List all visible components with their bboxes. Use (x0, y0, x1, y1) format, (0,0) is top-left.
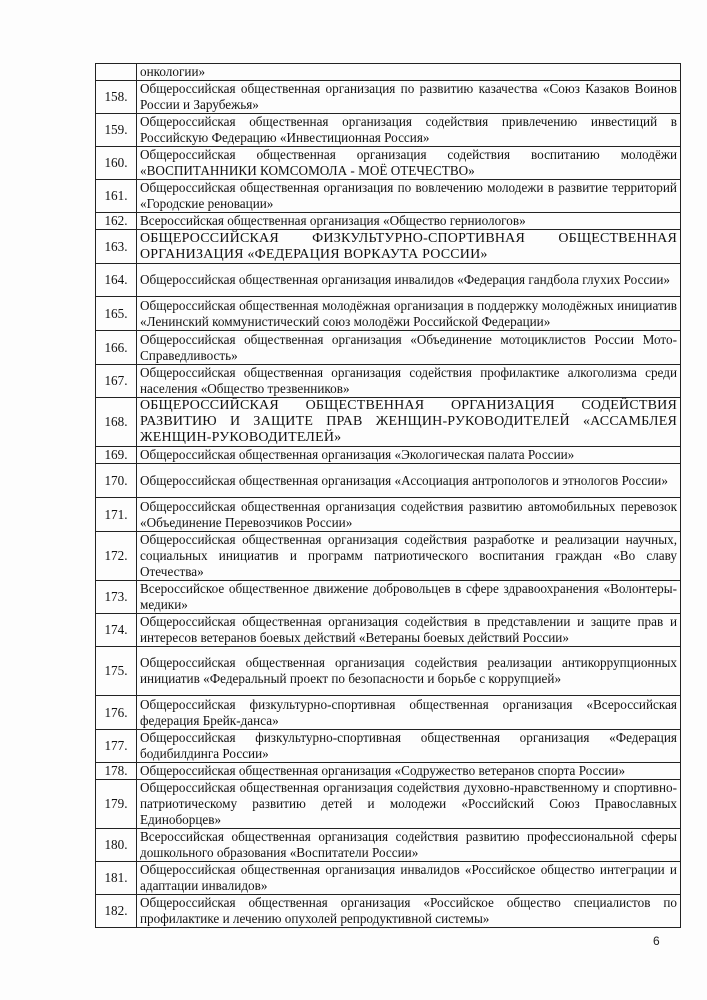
table-row (96, 331, 681, 365)
table-row (96, 647, 681, 696)
organization-name: Общероссийская общественная организация по развитию казачества «Союз Казаков Воинов России и Зарубежья» (137, 81, 681, 114)
table-row (96, 365, 681, 398)
page-number: 6 (653, 934, 660, 948)
organization-name: Общероссийская общественная организация по вовлечению молодежи в развитие территорий «Городские реновации» (137, 180, 681, 213)
row-number: 164. (96, 264, 137, 297)
table-row (96, 464, 681, 498)
organization-name: Общероссийская общественная организация содействия воспитанию молодёжи «ВОСПИТАННИКИ КОМСОМОЛА - МОЁ ОТЕЧЕСТВО» (137, 147, 681, 180)
table-row (96, 81, 681, 114)
row-number: 171. (96, 498, 137, 532)
organization-name: Общероссийская общественная организация содействия профилактике алкоголизма среди населения «Общество трезвенников» (137, 365, 681, 398)
row-number: 179. (96, 780, 137, 829)
organization-name: Всероссийское общественное движение добровольцев в сфере здравоохранения «Волонтеры-медики» (137, 581, 681, 614)
organizations-table-body (96, 64, 681, 928)
table-row (96, 581, 681, 614)
table-row (96, 297, 681, 331)
row-number: 158. (96, 81, 137, 114)
row-number: 168. (96, 398, 137, 447)
row-number: 178. (96, 763, 137, 780)
organization-name: Общероссийская общественная организация содействия разработке и реализации научных, социальных инициатив и программ патриотического воспитания граждан «Во славу Отечества» (137, 532, 681, 581)
organization-name: онкологии» (137, 64, 681, 81)
table-row (96, 498, 681, 532)
table-row (96, 730, 681, 763)
organization-name: Общероссийская общественная организация содействия привлечению инвестиций в Российскую Федерацию «Инвестиционная Россия» (137, 114, 681, 147)
organization-name: Общероссийская общественная организация «Объединение мотоциклистов России Мото-Справедливость» (137, 331, 681, 365)
table-row (96, 829, 681, 862)
row-number: 165. (96, 297, 137, 331)
row-number: 170. (96, 464, 137, 498)
table-row (96, 180, 681, 213)
row-number: 175. (96, 647, 137, 696)
table-row (96, 398, 681, 447)
organization-name: Общероссийская общественная организация «Российское общество специалистов по профилактике и лечению опухолей репродуктивной системы» (137, 895, 681, 928)
organization-name: Общероссийская общественная молодёжная организация в поддержку молодёжных инициатив «Ленинский коммунистический союз молодёжи Российской Федерации» (137, 297, 681, 331)
row-number: 162. (96, 213, 137, 230)
organization-name: Общероссийская физкультурно-спортивная общественная организация «Федерация бодибилдинга России» (137, 730, 681, 763)
row-number: 160. (96, 147, 137, 180)
table-row (96, 114, 681, 147)
organization-name: Общероссийская общественная организация «Ассоциация антропологов и этнологов России» (137, 464, 681, 498)
organization-name: Общероссийская общественная организация инвалидов «Российское общество интеграции и адаптации инвалидов» (137, 862, 681, 895)
row-number: 182. (96, 895, 137, 928)
table-row (96, 64, 681, 81)
row-number: 172. (96, 532, 137, 581)
organization-name: Общероссийская физкультурно-спортивная общественная организация «Всероссийская федерация Брейк-данса» (137, 696, 681, 730)
table-row (96, 264, 681, 297)
organization-name: Общероссийская общественная организация «Содружество ветеранов спорта России» (137, 763, 681, 780)
table-row (96, 696, 681, 730)
organization-name: Всероссийская общественная организация «Общество герниологов» (137, 213, 681, 230)
row-number: 173. (96, 581, 137, 614)
organization-name: Общероссийская общественная организация содействия духовно-нравственному и спортивно-патриотическому развитию детей и молодежи «Российский Союз Православных Единоборцев» (137, 780, 681, 829)
table-row (96, 614, 681, 647)
organization-name: Общероссийская общественная организация содействия в представлении и защите прав и интересов ветеранов боевых действий «Ветераны боевых действий России» (137, 614, 681, 647)
table-row (96, 213, 681, 230)
organization-name: ОБЩЕРОССИЙСКАЯ ОБЩЕСТВЕННАЯ ОРГАНИЗАЦИЯ СОДЕЙСТВИЯ РАЗВИТИЮ И ЗАЩИТЕ ПРАВ ЖЕНЩИН-РУКОВОДИТЕЛЕЙ «АССАМБЛЕЯ ЖЕНЩИН-РУКОВОДИТЕЛЕЙ» (137, 398, 681, 447)
table-row (96, 532, 681, 581)
row-number (96, 64, 137, 81)
table-row (96, 862, 681, 895)
table-row (96, 895, 681, 928)
organization-name: Общероссийская общественная организация инвалидов «Федерация гандбола глухих России» (137, 264, 681, 297)
row-number: 159. (96, 114, 137, 147)
row-number: 176. (96, 696, 137, 730)
row-number: 169. (96, 447, 137, 464)
table-row (96, 147, 681, 180)
organization-name: Всероссийская общественная организация содействия развитию профессиональной сферы дошкольного образования «Воспитатели России» (137, 829, 681, 862)
organizations-table (95, 63, 681, 928)
row-number: 163. (96, 230, 137, 264)
row-number: 180. (96, 829, 137, 862)
row-number: 161. (96, 180, 137, 213)
row-number: 167. (96, 365, 137, 398)
table-row (96, 230, 681, 264)
table-row (96, 763, 681, 780)
table-row (96, 447, 681, 464)
organization-name: Общероссийская общественная организация содействия реализации антикоррупционных инициатив «Федеральный проект по безопасности и борьбе с коррупцией» (137, 647, 681, 696)
organization-name: Общероссийская общественная организация «Экологическая палата России» (137, 447, 681, 464)
organization-name: ОБЩЕРОССИЙСКАЯ ФИЗКУЛЬТУРНО-СПОРТИВНАЯ ОБЩЕСТВЕННАЯ ОРГАНИЗАЦИЯ «ФЕДЕРАЦИЯ ВОРКАУТА РОССИИ» (137, 230, 681, 264)
table-row (96, 780, 681, 829)
row-number: 166. (96, 331, 137, 365)
row-number: 181. (96, 862, 137, 895)
row-number: 177. (96, 730, 137, 763)
row-number: 174. (96, 614, 137, 647)
organization-name: Общероссийская общественная организация содействия развитию автомобильных перевозок «Объединение Перевозчиков России» (137, 498, 681, 532)
